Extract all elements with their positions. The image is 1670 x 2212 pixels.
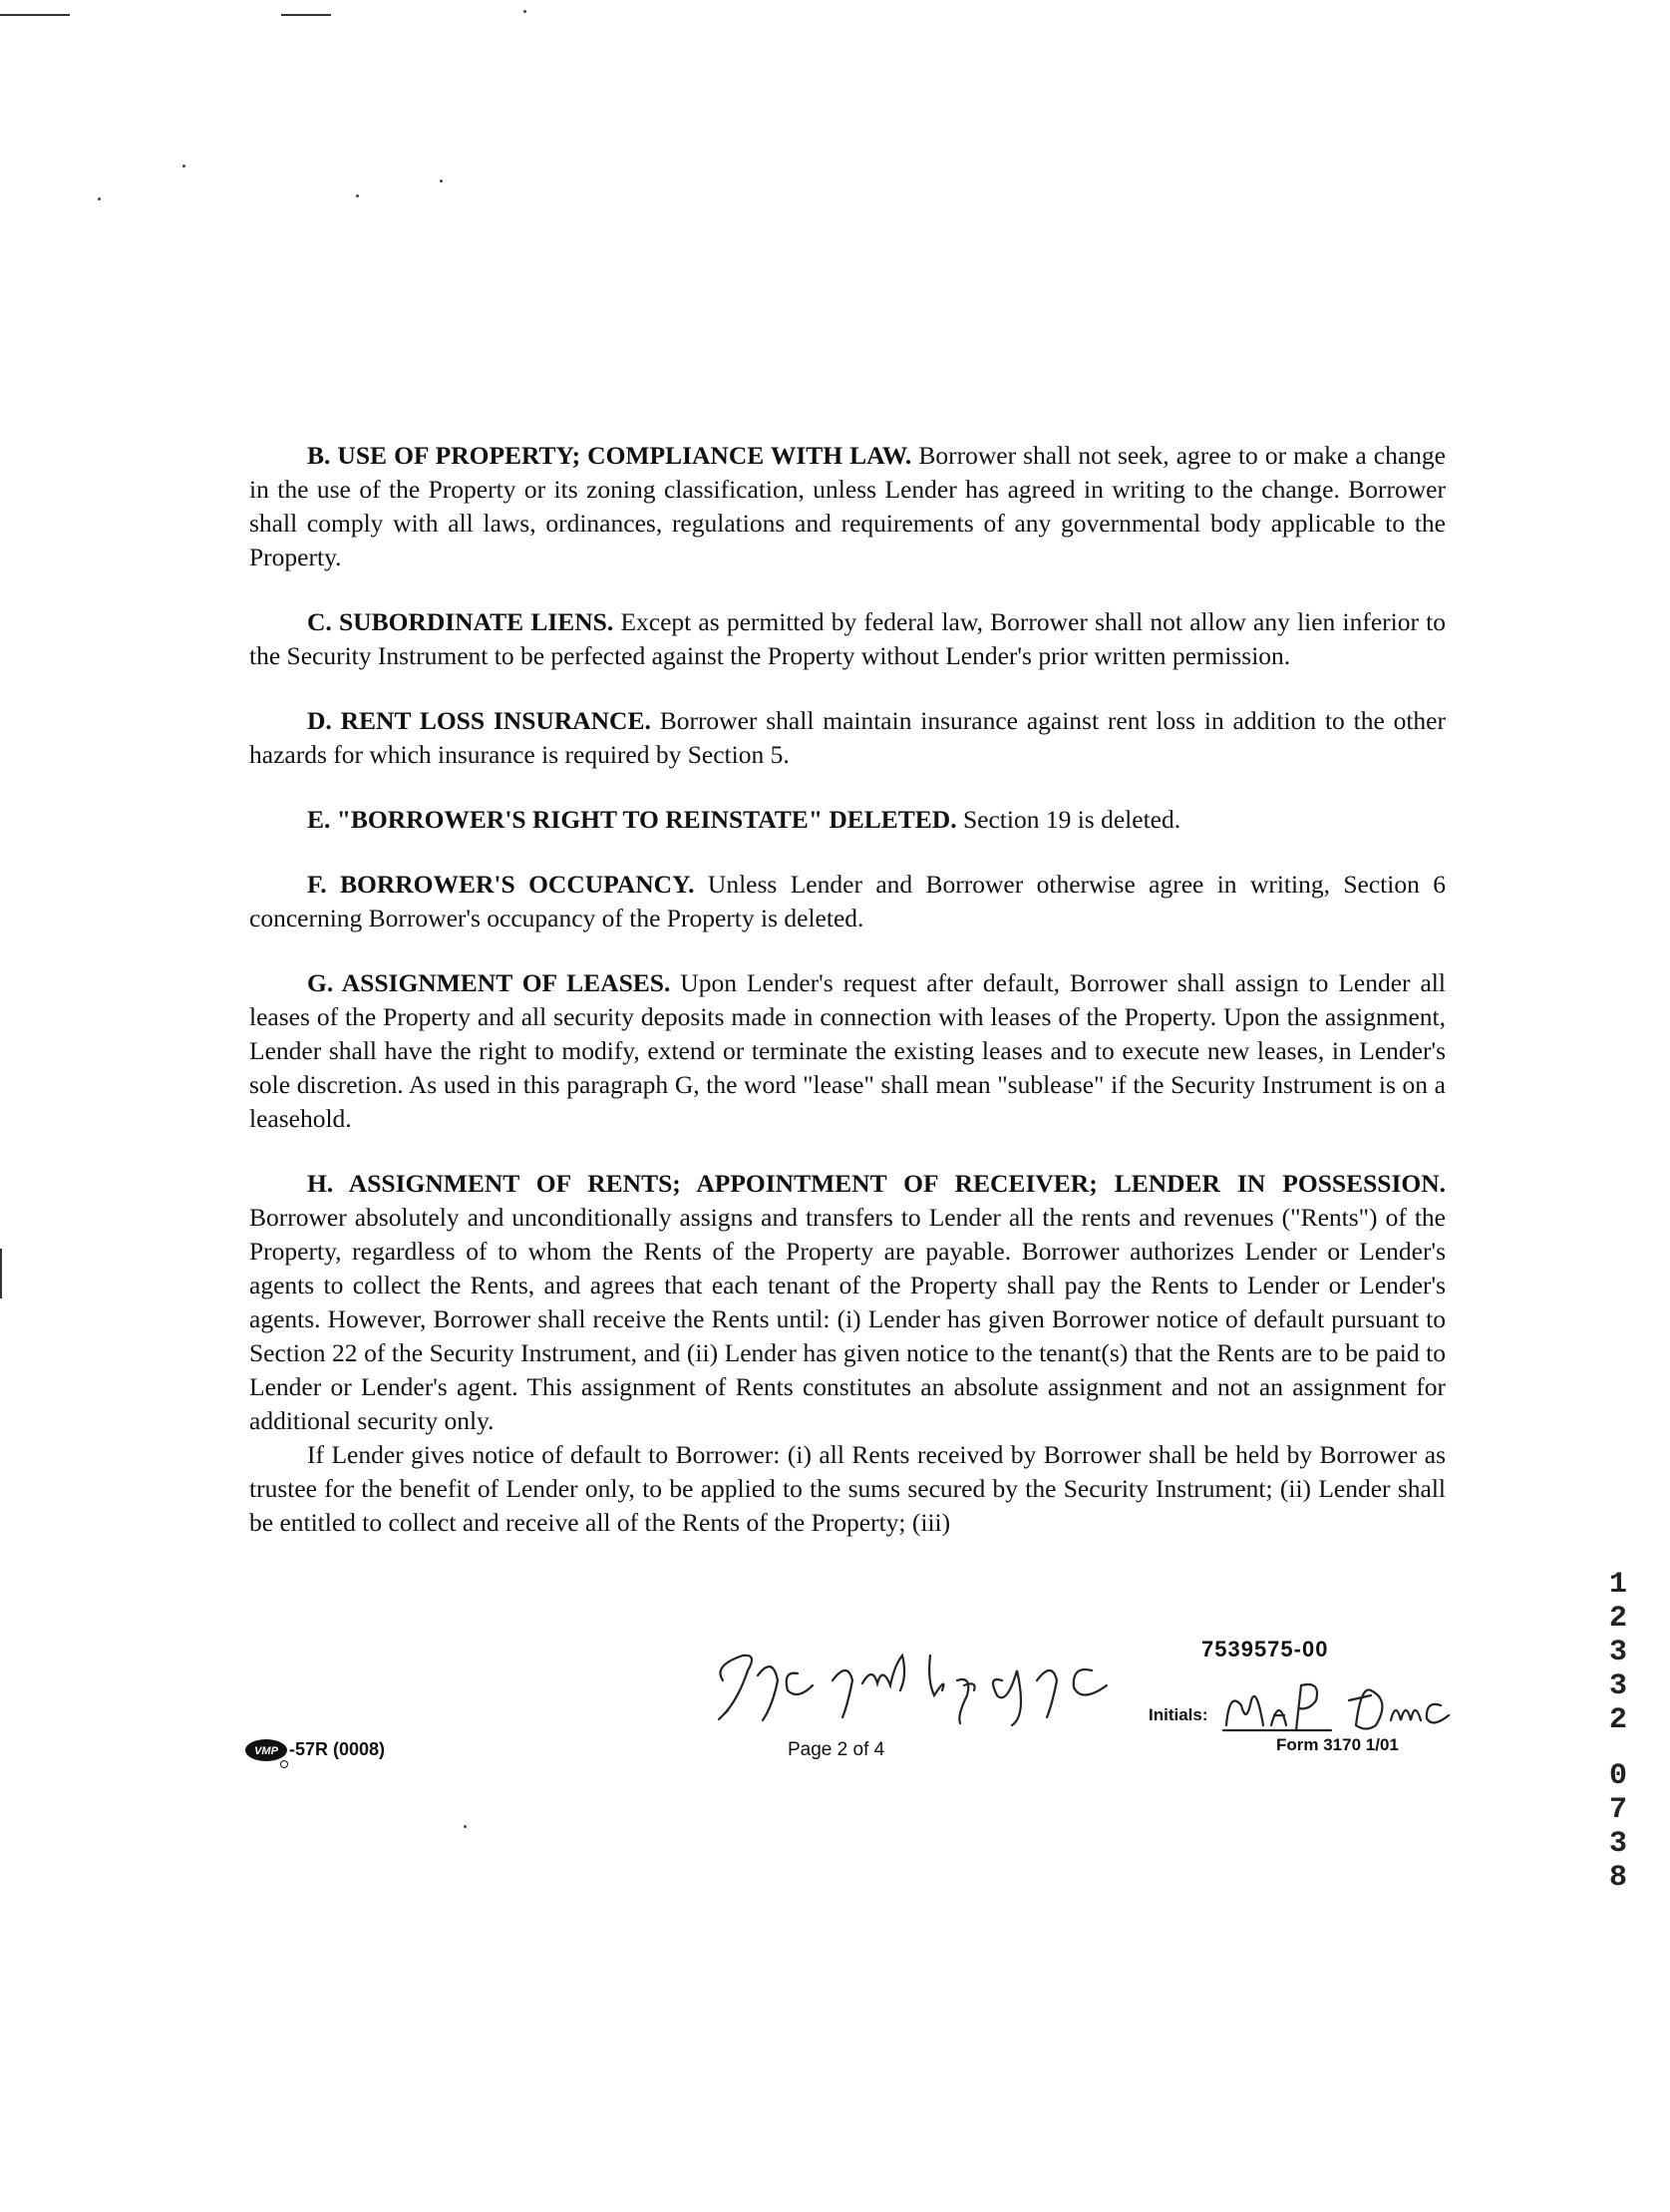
paragraph-text: Unless Lender and Borrower otherwise agree in writing, Section 6 concerning Borrower's occupancy of the Property is deleted. bbox=[249, 870, 1446, 932]
paragraph-text: If Lender gives notice of default to Borrower: (i) all Rents received by Borrower shall be held by Borrower as trustee for the benefit of Lender only, to be applied to the sums secured by the Security Instrument; (ii) Lender shall be entitled to collect and receive all of the Rents of the Property; (iii) bbox=[249, 1440, 1446, 1537]
page-number: Page 2 of 4 bbox=[788, 1739, 885, 1760]
stamp-digit: 2 bbox=[1608, 1602, 1627, 1636]
stamp-digit: 1 bbox=[1608, 1568, 1627, 1602]
stamp-digit: 2 bbox=[1608, 1703, 1627, 1737]
form-number: Form 3170 1/01 bbox=[1276, 1735, 1399, 1754]
paragraph-heading: F. BORROWER'S OCCUPANCY. bbox=[307, 870, 695, 899]
scan-artifact-dot bbox=[182, 165, 185, 168]
paragraph-text: Except as permitted by federal law, Borrower shall not allow any lien inferior to the Security Instrument to be perfected against the Property without Lender's prior written permission. bbox=[249, 607, 1446, 670]
document-stamp-number bbox=[1603, 1568, 1633, 1895]
paragraph-heading: D. RENT LOSS INSURANCE. bbox=[307, 706, 651, 735]
stamp-digit: 3 bbox=[1608, 1636, 1627, 1669]
handwritten-signature bbox=[703, 1636, 1122, 1730]
paragraph-heading: B. USE OF PROPERTY; COMPLIANCE WITH LAW. bbox=[307, 441, 912, 470]
vmp-logo bbox=[244, 1738, 289, 1768]
scan-artifact-line bbox=[0, 14, 70, 16]
scan-artifact-dot bbox=[356, 194, 359, 197]
paragraph-text: Borrower shall maintain insurance against rent loss in addition to the other hazards for which insurance is required by Section 5. bbox=[249, 706, 1446, 769]
scan-artifact-line bbox=[0, 1249, 2, 1298]
paragraph-use-of-property bbox=[249, 439, 1446, 574]
stamp-digit: 3 bbox=[1608, 1669, 1627, 1703]
initials-label: Initials: bbox=[1149, 1705, 1208, 1724]
paragraph-borrower-occupancy bbox=[249, 868, 1446, 935]
paragraph-assignment-of-rents bbox=[249, 1167, 1446, 1438]
paragraph-heading: C. SUBORDINATE LIENS. bbox=[307, 607, 614, 636]
paragraph-text: Section 19 is deleted. bbox=[956, 805, 1181, 834]
stamp-digit: 3 bbox=[1608, 1827, 1627, 1861]
paragraph-heading: G. ASSIGNMENT OF LEASES. bbox=[307, 968, 671, 997]
scan-artifact-line bbox=[281, 14, 331, 16]
paragraph-assignment-of-leases bbox=[249, 966, 1446, 1136]
paragraph-subordinate-liens bbox=[249, 605, 1446, 673]
document-body bbox=[249, 439, 1446, 1540]
scan-artifact-dot bbox=[523, 10, 526, 13]
svg-text:VMP: VMP bbox=[254, 1745, 278, 1757]
stamp-digit: 8 bbox=[1608, 1861, 1627, 1895]
stamp-digit: 0 bbox=[1608, 1759, 1627, 1793]
scan-artifact-dot bbox=[464, 1825, 467, 1828]
scan-artifact-dot bbox=[98, 197, 101, 200]
handwritten-initials bbox=[1221, 1670, 1451, 1745]
scan-artifact-dot bbox=[440, 180, 443, 183]
paragraph-rent-loss-insurance bbox=[249, 704, 1446, 772]
form-identifier: -57R (0008) bbox=[289, 1739, 386, 1759]
paragraph-text: Upon Lender's request after default, Borrower shall assign to Lender all leases of the Property and all security deposits made in connection with leases of the Property. Upon the assignment, Lender shall have the right to modify, extend or terminate the existing leases and to execute new leases, in Lender's sole discretion. As used in this paragraph G, the word "lease" shall mean "sublease" if the Security Instrument is on a leasehold. bbox=[249, 968, 1446, 1133]
paragraph-right-to-reinstate bbox=[249, 803, 1446, 837]
paragraph-heading: H. ASSIGNMENT OF RENTS; APPOINTMENT OF RECEIVER; LENDER IN POSSESSION. bbox=[307, 1169, 1446, 1198]
loan-number: 7539575-00 bbox=[1201, 1637, 1329, 1661]
paragraph-text: Borrower shall not seek, agree to or make a change in the use of the Property or its zoning classification, unless Lender has agreed in writing to the change. Borrower shall comply with all laws, ordinances, regulations and requirements of any governmental body applicable to the Property. bbox=[249, 441, 1446, 571]
stamp-digit: 7 bbox=[1608, 1793, 1627, 1827]
paragraph-text: Borrower absolutely and unconditionally assigns and transfers to Lender all the rents and revenues ("Rents") of the Property, regardless of to whom the Rents of the Property are payable. Borrower authorizes Lender or Lender's agents to collect the Rents, and agrees that each tenant of the Property shall pay the Rents to Lender or Lender's agents. However, Borrower shall receive the Rents until: (i) Lender has given Borrower notice of default pursuant to Section 22 of the Security Instrument, and (ii) Lender has given notice to the tenant(s) that the Rents are to be paid to Lender or Lender's agent. This assignment of Rents constitutes an absolute assignment and not an assignment for additional security only. bbox=[249, 1203, 1446, 1435]
paragraph-notice-of-default bbox=[249, 1438, 1446, 1540]
paragraph-heading: E. "BORROWER'S RIGHT TO REINSTATE" DELETED. bbox=[307, 805, 957, 834]
